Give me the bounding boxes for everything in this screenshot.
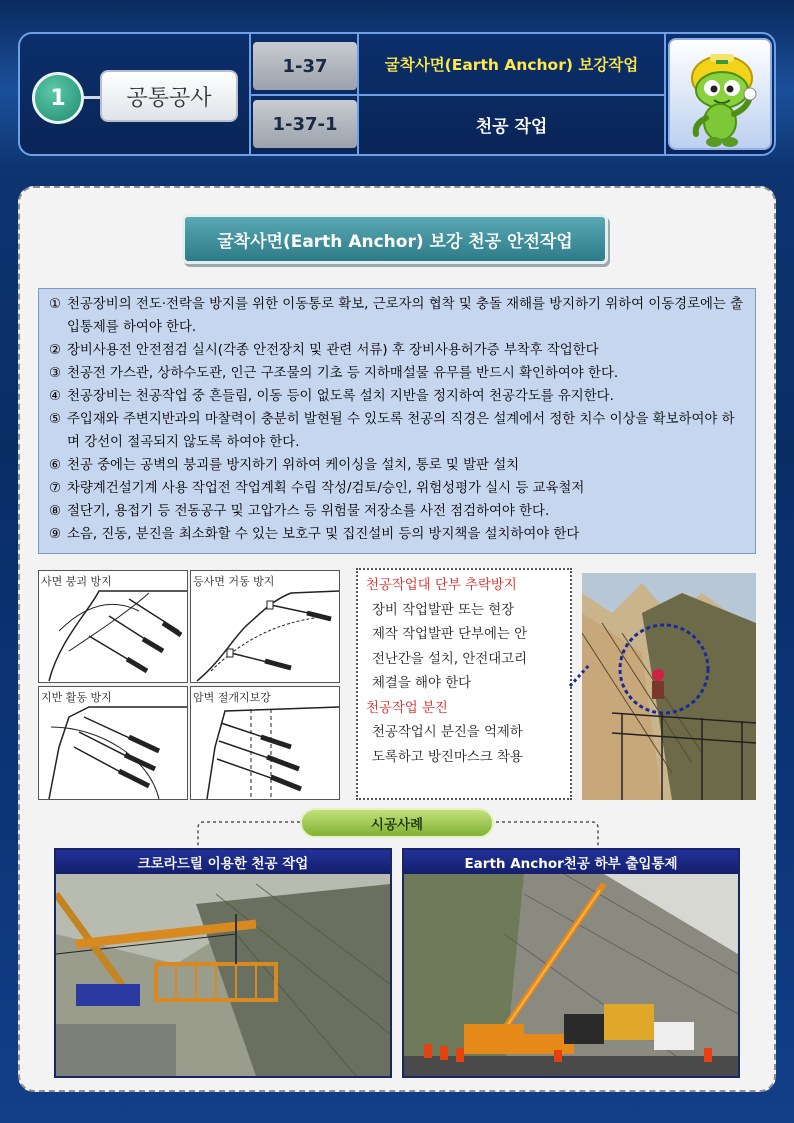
section-title: 굴착사면(Earth Anchor) 보강작업 [384,56,639,74]
connector-dots [568,660,592,690]
rule-item: ② 장비사용전 안전점검 실시(각종 안전장치 및 관련 서류) 후 장비사용허가증 부착후 작업한다 [49,343,599,358]
diagram-slope-collapse [38,570,188,683]
diagram-label: 등사면 거동 방지 [193,575,275,588]
note-body-line: 천공작업시 분진을 억제하 [372,725,523,740]
category-label: 공통공사 [100,70,238,122]
note-body-line: 체결을 해야 한다 [372,676,472,691]
rule-item: ⑨ 소음, 진동, 분진을 최소화할 수 있는 보호구 및 집진설비 등의 방지책을 설치하여야 한다 [49,527,580,542]
case-photo-left [54,848,392,1078]
diagram-label: 사면 붕괴 방지 [41,575,112,588]
diagram-creep [190,570,340,683]
subsection-title: 천공 작업 [475,116,548,137]
mascot-image [668,38,772,150]
rule-item: ③ 천공전 가스관, 상하수도관, 인근 구조물의 기초 등 지하매설물 유무를 반드시 확인하여야 한다. [49,366,619,381]
diagram-ground-slide [38,686,188,800]
note-body-line: 장비 작업발판 또는 현장 [372,602,515,618]
rule-item: ⑦ 차량계건설기계 사용 작업전 작업계획 수립 작성/검토/승인, 위험성평가 실시 등 교육철저 [49,481,585,496]
note-body-line: 제작 작업발판 단부에는 안 [372,627,528,642]
rule-item: ① 천공장비의 전도·전락을 방지를 위한 이동통로 확보, 근로자의 협착 및 충돌 재해를 방지하기 위하여 이동경로에는 출입통제를 하여야 한다. [49,297,744,335]
safety-rules-box [38,288,756,554]
section-code: 1-37 [253,42,357,90]
diagram-label: 지반 활동 방지 [41,691,112,704]
page-title: 굴착사면(Earth Anchor) 보강 천공 안전작업 [182,214,608,264]
rule-item: ④ 천공장비는 천공작업 중 흔들림, 이동 등이 없도록 설치 지반을 정지하여 천공각도를 유지한다. [49,389,614,404]
rule-item: ⑧ 절단기, 용접기 등 전동공구 및 고압가스 등 위험물 저장소를 사전 점검하여야 한다. [49,504,550,519]
subsection-code: 1-37-1 [253,100,357,148]
case-photo-right [402,848,740,1078]
case-title: 크로라드릴 이용한 천공 작업 [56,850,390,874]
header-divider [664,34,666,154]
note-body-line: 전난간을 설치, 안전대고리 [372,651,528,667]
chapter-number: 1 [32,72,84,124]
fall-dust-note [356,568,572,800]
case-title: Earth Anchor천공 하부 출입통제 [404,850,738,874]
note-heading: 천공작업 분진 [366,700,448,716]
diagram-rock-cut [190,686,340,800]
rule-item: ⑥ 천공 중에는 공벽의 붕괴를 방지하기 위하여 케이싱을 설치, 통로 및 발판 설치 [49,458,520,473]
note-heading: 천공작업대 단부 추락방지 [366,578,517,593]
cases-label: 시공사례 [300,808,494,838]
note-body-line: 도록하고 방진마스크 착용 [372,749,523,765]
rule-item: ⑤ 주입재와 주변지반과의 마찰력이 충분히 발현될 수 있도록 천공의 직경은 설계에서 정한 치수 이상을 확보하여야 하며 강선이 절곡되지 않도록 하여야 한다. [49,412,735,450]
platform-photo [582,573,756,800]
diagram-label: 암벽 절개지보강 [193,691,271,704]
